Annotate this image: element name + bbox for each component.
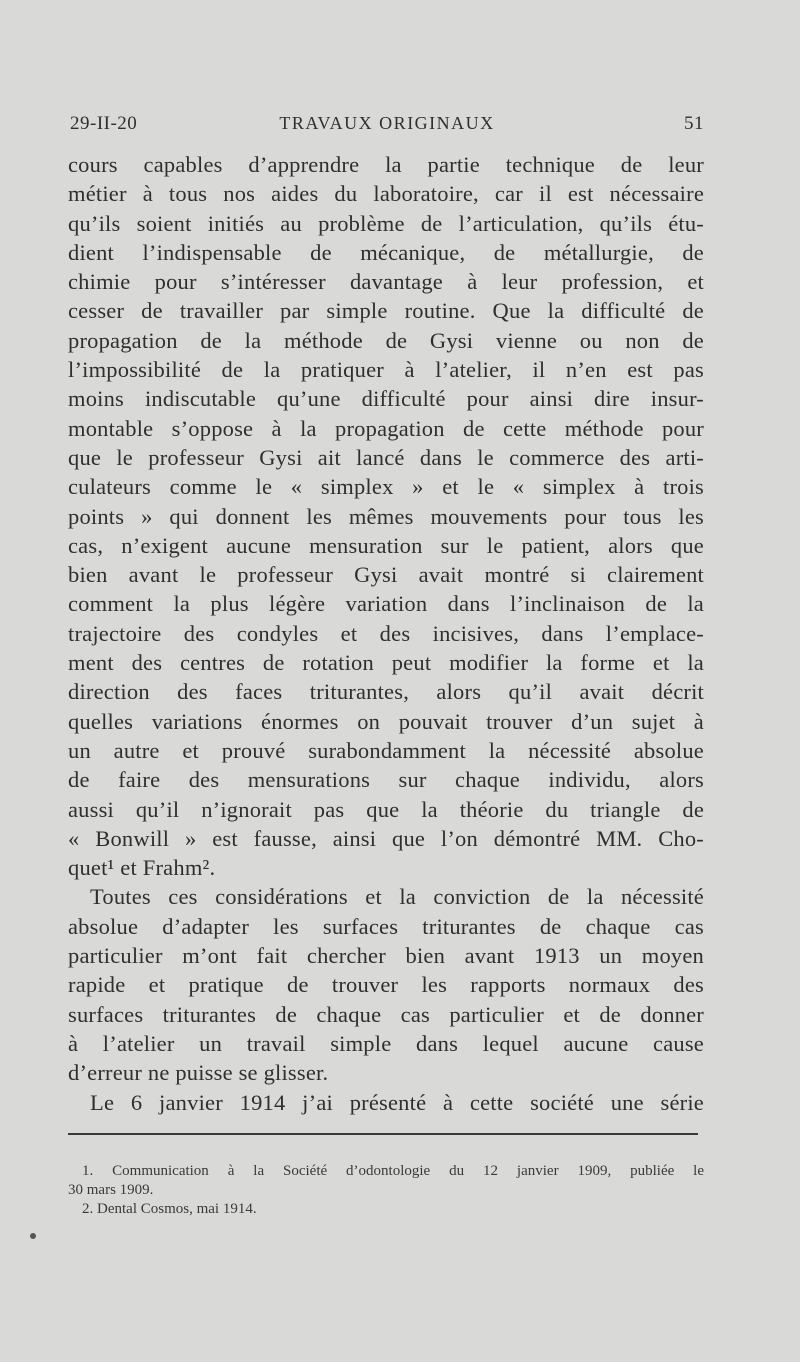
footnote-2: 2. Dental Cosmos, mai 1914. [82, 1201, 257, 1217]
text-line: rapide et pratique de trouver les rapports normaux des [68, 972, 704, 998]
text-line: direction des faces triturantes, alors qu’il avait décrit [68, 679, 704, 705]
text-line: montable s’oppose à la propagation de cette méthode pour [68, 415, 704, 441]
footnote-1-continued: 30 mars 1909. [68, 1182, 154, 1198]
ink-speck [30, 1233, 36, 1239]
text-line: surfaces triturantes de chaque cas particulier et de donner [68, 1001, 704, 1027]
text-line: qu’ils soient initiés au problème de l’articulation, qu’ils étu- [68, 210, 704, 236]
footnotes [68, 1162, 704, 1219]
text-line: Le 6 janvier 1914 j’ai présenté à cette société une série [90, 1089, 704, 1115]
text-line: cesser de travailler par simple routine. Que la difficulté de [68, 298, 704, 324]
text-line: cas, n’exigent aucune mensuration sur le patient, alors que [68, 532, 704, 558]
header-date: 29-II-20 [70, 113, 138, 134]
page-number: 51 [684, 113, 704, 134]
text-line: chimie pour s’intéresser davantage à leur profession, et [68, 269, 704, 295]
text-line: propagation de la méthode de Gysi vienne ou non de [68, 327, 704, 353]
text-line: trajectoire des condyles et des incisives, dans l’emplace- [68, 620, 704, 646]
text-line: bien avant le professeur Gysi avait montré si clairement [68, 562, 704, 588]
text-line: cours capables d’apprendre la partie technique de leur [68, 152, 704, 177]
text-line: particulier m’ont fait chercher bien avant 1913 un moyen [68, 943, 704, 969]
text-line: ment des centres de rotation peut modifier la forme et la [68, 650, 704, 676]
text-line: l’impossibilité de la pratiquer à l’atelier, il n’en est pas [68, 357, 704, 383]
text-line: culateurs comme le « simplex » et le « simplex à trois [68, 474, 704, 500]
footnote-divider [68, 1133, 698, 1135]
text-line: métier à tous nos aides du laboratoire, car il est nécessaire [68, 181, 704, 207]
text-line: comment la plus légère variation dans l’inclinaison de la [68, 591, 704, 617]
text-line: absolue d’adapter les surfaces triturantes de chaque cas [68, 913, 704, 939]
running-header [70, 113, 704, 143]
text-line: dient l’indispensable de mécanique, de métallurgie, de [68, 239, 704, 265]
footnote-1: 1. Communication à la Société d’odontologie du 12 janvier 1909, publiée le [82, 1163, 704, 1179]
body-text [68, 150, 704, 1117]
text-line: Toutes ces considérations et la conviction de la nécessité [90, 884, 704, 910]
text-line: de faire des mensurations sur chaque individu, alors [68, 767, 704, 793]
text-line: quet¹ et Frahm². [68, 855, 216, 881]
text-line: points » qui donnent les mêmes mouvements pour tous les [68, 503, 704, 529]
text-line: aussi qu’il n’ignorait pas que la théorie du triangle de [68, 796, 704, 822]
text-line: moins indiscutable qu’une difficulté pour ainsi dire insur- [68, 386, 704, 412]
header-title: TRAVAUX ORIGINAUX [279, 113, 495, 133]
text-line: « Bonwill » est fausse, ainsi que l’on démontré MM. Cho- [68, 825, 704, 851]
text-line: quelles variations énormes on pouvait trouver d’un sujet à [68, 708, 704, 734]
text-line: un autre et prouvé surabondamment la nécessité absolue [68, 737, 704, 763]
text-line: à l’atelier un travail simple dans lequel aucune cause [68, 1030, 704, 1056]
text-line: d’erreur ne puisse se glisser. [68, 1060, 329, 1086]
text-line: que le professeur Gysi ait lancé dans le commerce des arti- [68, 444, 704, 470]
